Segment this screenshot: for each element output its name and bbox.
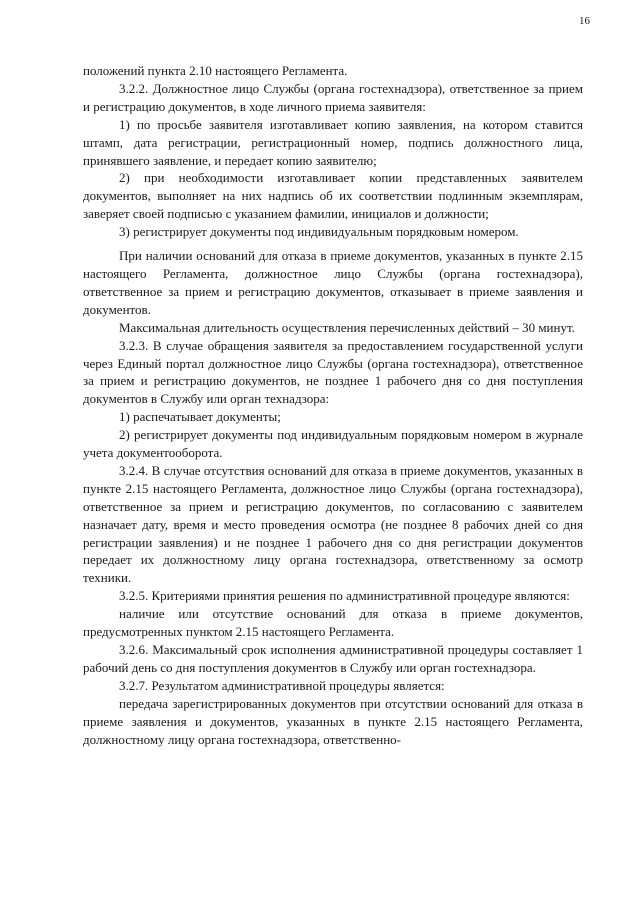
paragraph-3-2-5: 3.2.5. Критериями принятия решения по административной процедуре являются: xyxy=(119,588,570,604)
paragraph-3-2-6: 3.2.6. Максимальный срок исполнения административной процедуры составляет 1 рабочий день со дня поступления документов в Службу или орган гостехнадзора. xyxy=(83,642,583,675)
document-body xyxy=(83,62,583,748)
list-item-2: 2) регистрирует документы под индивидуальным порядковым номером в журнале учета документооборота. xyxy=(83,427,583,461)
paragraph-refusal-grounds: При наличии оснований для отказа в приеме документов, указанных в пункте 2.15 настоящего Регламента, должностное лицо Службы (органа гостехнадзора), ответственное за прием и регистрацию документов, отказывает в приеме заявления и документов. xyxy=(83,248,583,317)
list-item-3: 3) регистрирует документы под индивидуальным порядковым номером. xyxy=(119,224,519,240)
paragraph-criteria: наличие или отсутствие оснований для отказа в приеме документов, предусмотренных пунктом 2.15 настоящего Регламента. xyxy=(83,606,583,640)
page-number: 16 xyxy=(579,15,590,27)
paragraph-result: передача зарегистрированных документов при отсутствии оснований для отказа в приеме заявления и документов, указанных в пункте 2.15 настоящего Регламента, должностному лицу органа гостехнадзора, ответственно- xyxy=(83,695,583,747)
paragraph-max-duration: Максимальная длительность осуществления перечисленных действий – 30 минут. xyxy=(119,319,575,335)
list-item-1: 1) по просьбе заявителя изготавливает копию заявления, на котором ставится штамп, дата регистрации, регистрационный номер, подпись должностного лица, принявшего заявление, и передает копию заявителю; xyxy=(83,116,583,168)
paragraph-3-2-7: 3.2.7. Результатом административной процедуры является: xyxy=(119,677,445,693)
paragraph-3-2-3: 3.2.3. В случае обращения заявителя за предоставлением государственной услуги через Единый портал должностное лицо Службы (органа гостехнадзора), ответственное за прием и регистрацию документов, не позднее 1 рабочего дня со дня поступления документов в Службу или орган технадзора: xyxy=(83,337,583,407)
paragraph-3-2-4: 3.2.4. В случае отсутствия оснований для отказа в приеме документов, указанных в пункте 2.15 настоящего Регламента, должностное лицо Службы (органа гостехнадзора), ответственное за прием и регистрацию документов, по согласованию с заявителем назначает дату, время и место проведения осмотра (не позднее 8 рабочих дней со дня регистрации заявления) и не позднее 1 рабочего дня со дня регистрации документов передает их должностному лицу органа гостехнадзора, ответственному за осмотр техники. xyxy=(83,462,583,586)
list-item-1: 1) распечатывает документы; xyxy=(119,409,281,425)
paragraph-3-2-2: 3.2.2. Должностное лицо Службы (органа гостехнадзора), ответственное за прием и регистрацию документов, в ходе личного приема заявителя: xyxy=(83,80,583,114)
list-item-2: 2) при необходимости изготавливает копии представленных заявителем документов, выполняет на них надпись об их соответствии подлинным экземплярам, заверяет своей подписью с указанием фамилии, инициалов и должности; xyxy=(83,170,583,222)
paragraph-continuation: положений пункта 2.10 настоящего Регламента. xyxy=(83,63,348,78)
